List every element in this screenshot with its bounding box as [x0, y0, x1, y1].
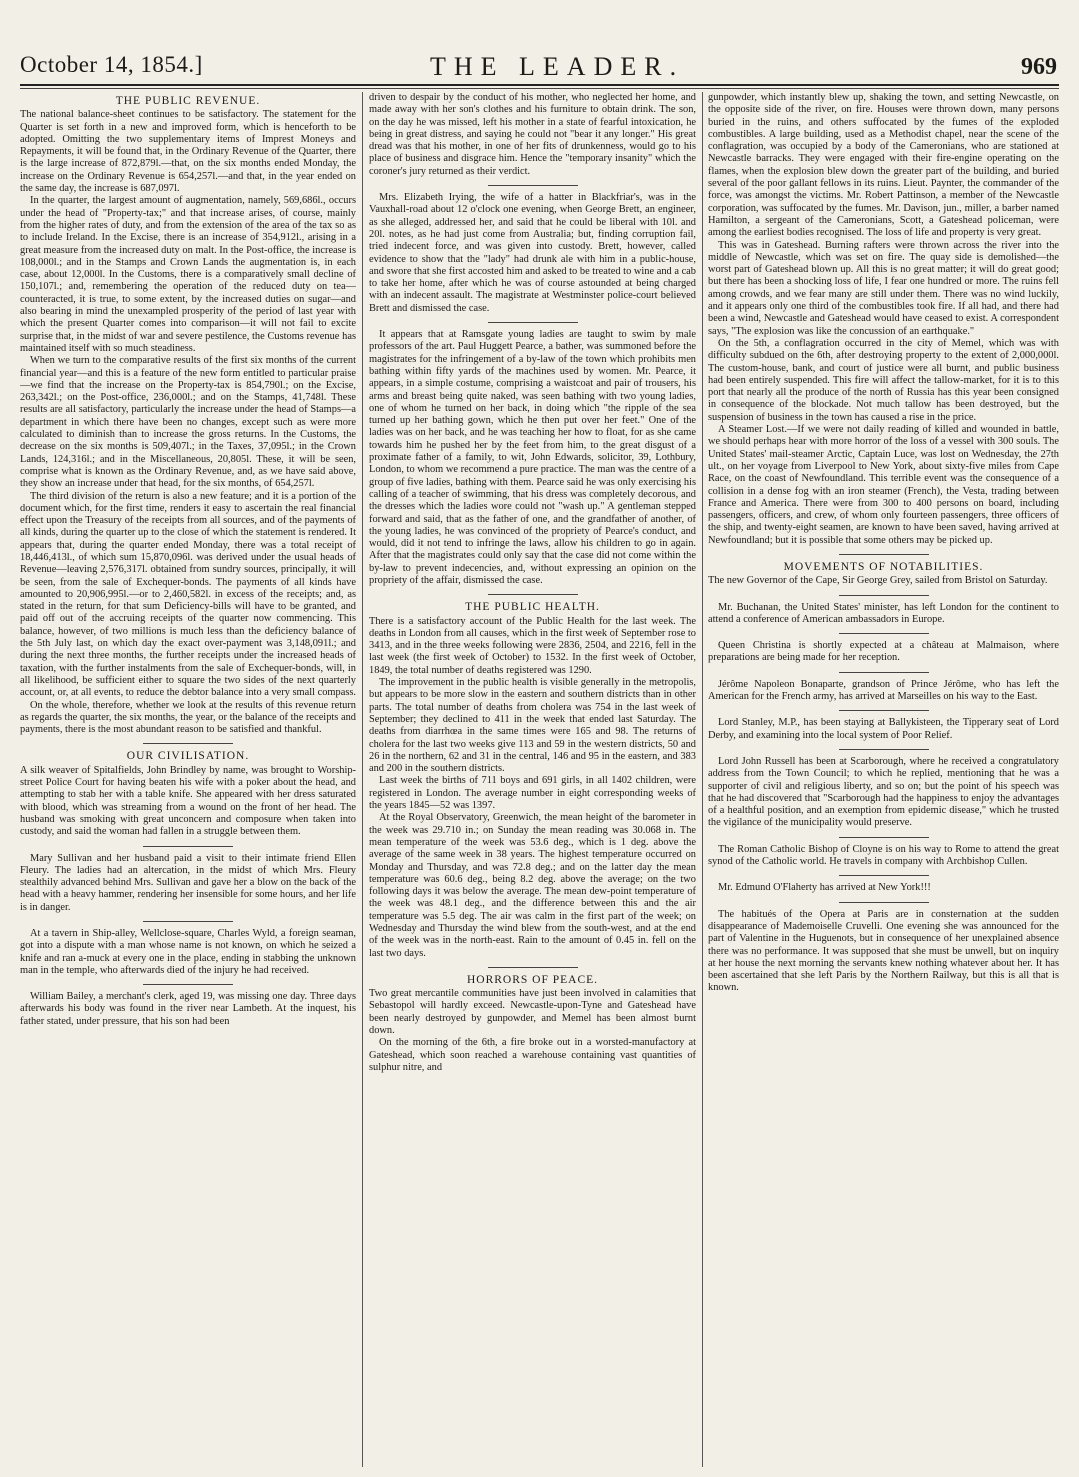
- article-horrors-of-peace: [369, 988, 696, 1074]
- paragraph: Jérôme Napoleon Bonaparte, grandson of Prince Jérôme, who has left the American for the French army, has arrived at Marseilles on his way to the East.: [708, 678, 1059, 703]
- item-separator: [839, 902, 929, 903]
- section-heading-horrors-of-peace: HORRORS OF PEACE.: [466, 973, 599, 986]
- issue-date: October 14, 1854.]: [20, 52, 203, 77]
- paragraph: A Steamer Lost.—If we were not daily reading of killed and wounded in battle, we should perhaps hear with more horror of the loss of a vessel with 300 souls. The United States' mail-steamer Arctic, Captain Luce, was lost on Wednesday, the 27th ult., on her voyage from Liverpool to New York, about sixty-five miles from Cape Race, on the coast of Newfoundland. This terrible event was the consequence of a collision in a dense fog with an iron steamer (French), the Vesta, trading between France and America. There were from 300 to 400 persons on board, including passengers, officers, and crew, of whom only fourteen passengers, three officers of the ship, and twenty-eight seamen, are known to have been saved, having arrived at Newfoundland; but it is possible that some others may be picked up.: [708, 424, 1059, 546]
- item-separator: [839, 633, 929, 634]
- section-separator: [839, 554, 929, 555]
- item-separator: [488, 185, 578, 186]
- paragraph: Mary Sullivan and her husband paid a visit to their intimate friend Ellen Fleury. The ladies had an altercation, in the midst of which Mrs. Fleury stealthily advanced behind Mrs. Sullivan and gave her a blow on the back of the head with a heavy hammer, rendering her insensible for some hours, and her life is in danger.: [20, 852, 356, 913]
- paragraph: Mr. Buchanan, the United States' minister, has left London for the continent to attend a conference of American ambassadors in Europe.: [708, 601, 1059, 625]
- column-3: [708, 92, 1059, 1467]
- paragraph: Mrs. Elizabeth Irying, the wife of a hatter in Blackfriar's, was in the Vauxhall-road about 12 o'clock one evening, when George Brett, an engineer, as she alleged, addressed her, and said that he could be liberal with 10l. and 20l. notes, as he had just come from Australia; but, finding corruption fail, tried indecent force, and was given into custody. Brett, however, called evidence to show that the "lady" had drunk ale with him in a public-house, and swore that she first accosted him and asked to be treated to wine and a cab to take her home, after which he was of course astounded at being charged with an indecent assault. The magistrate at Westminster police-court believed Brett and dismissed the case.: [369, 192, 696, 314]
- paragraph: Last week the births of 711 boys and 691 girls, in all 1402 children, were registered in London. The average number in eight corresponding weeks of the years 1845—52 was 1397.: [369, 775, 696, 812]
- section-separator: [488, 967, 578, 968]
- item-separator: [839, 749, 929, 750]
- paragraph: On the morning of the 6th, a fire broke out in a worsted-manufactory at Gateshead, which soon reached a warehouse containing vast quantities of sulphur nitre, and: [369, 1037, 696, 1073]
- item-separator: [839, 672, 929, 673]
- paragraph: Lord Stanley, M.P., has been staying at Ballykisteen, the Tipperary seat of Lord Derby, and examining into the local system of Poor Relief.: [708, 717, 1059, 741]
- paragraph: The Roman Catholic Bishop of Cloyne is on his way to Rome to attend the great synod of the Catholic world. He travels in company with Archbishop Cullen.: [708, 843, 1059, 868]
- paragraph: driven to despair by the conduct of his mother, who neglected her home, and made away with her son's clothes and his furniture to obtain drink. The son, on the day he was missed, left his mother in a state of fearful intoxication, he being in great distress, and saying he could not "bear it any longer." His great dread was that his mother, in one of her fits of drunkenness, would go to his place of business and disgrace him. Hence the "temporary insanity" which the coroner's jury returned as their verdict.: [369, 92, 696, 177]
- item-separator: [839, 875, 929, 876]
- paragraph: Two great mercantile communities have just been involved in calamities that Sebastopol will hardly exceed. Newcastle-upon-Tyne and Gateshead have been nearly destroyed by gunpowder, and Memel has been almost burnt down.: [369, 988, 696, 1037]
- paragraph: At a tavern in Ship-alley, Wellclose-square, Charles Wyld, a foreign seaman, got into a dispute with a man whose name is not known, on which he seized a knife and ran a-muck at every one in the place, ending in stabbing the unknown man in the temple, who afterwards died of the injury he had received.: [20, 928, 356, 976]
- section-separator: [143, 743, 233, 744]
- item-separator: [143, 921, 233, 922]
- paragraph: The third division of the return is also a new feature; and it is a portion of the document which, for the first time, renders it easy to ascertain the real financial effect upon the Treasury of the receipts from all sources, and of the payments of all kinds, during the quarter up to the close of which the statement is rendered. It appears that, during the quarter ended Monday, there was a total receipt of 18,446,413l., of which sum 15,870,096l. was derived under the usual heads of Revenue—leaving 2,576,317l. obtained from sundry sources, principally, it will be seen, from the sale of Exchequer-bonds. The payments of all kinds have amounted to 20,906,995l.—or to 2,460,582l. in excess of the receipts; and, as stated in the return, for that sum Deficiency-bills will have to be granted, and paid off out of the accruing receipts of the quarter now commencing. This balance, however, of two millions is much less than the deficiency balance of the 5th July last, on which day the exact over-payment was 3,148,091l.; and during the next three months, the further receipts under the increased heads of taxation, with the further instalments from the sale of Exchequer-bonds, will, in all likelihood, be sufficient either to square the two sides of the next quarterly account, or, at all events, to reduce the debtor balance into a very small compass.: [20, 490, 356, 699]
- paragraph: It appears that at Ramsgate young ladies are taught to swim by male professors of the art. Paul Huggett Pearce, a bather, was summoned before the magistrates for the infringement of a by-law of the town which prohibits men bathing within fifty yards of the machines used by women. Mr. Pearce, it appears, in a simple costume, comprising a waistcoat and pair of trousers, his arms and breast being quite naked, was seen bathing with two young ladies, one of whom he turned on her back, in doing which "the ripple of the sea turned up her bathing gown, which he then put over her feet." One of the ladies was on her back, and he was teaching her how to float, for as she came towards him he pushed her by the feet from him, to the great disgust of a proximate father of a family, to wit, John Edwards, solicitor, 39, Lothbury, London, to whom we recommend a pure practice. The man was the centre of a group of five ladies, bathing with them. Pearce said he was only exercising his calling of a teacher of swimming, that his dress was completely decorous, and the dresses which the ladies wore could not "wash up." A gentleman stepped forward and said, that as the father of one, and the grandfather of another, of the young ladies, he was convinced of the propriety of Pearce's conduct, and would, did it not tend to infringe the laws, allow his children to go in again. After that the magistrates could only say that the case did not come within the by-law to prevent indecencies, and, without expressing an opinion on the propriety of the affair, dismissed the case.: [369, 329, 696, 586]
- paragraph: Lord John Russell has been at Scarborough, where he received a congratulatory address from the Town Council; to which he replied, mentioning that he was a supporter of civil and religious liberty, and so on; but the point of his speech was that he had discovered that "Scarborough had the happiness to enjoy the advantages of a healthful position, and an exemption from epidemic disease," which he trusted the vigilance of the municipality would preserve.: [708, 755, 1059, 829]
- paragraph: William Bailey, a merchant's clerk, aged 19, was missing one day. Three days afterwards his body was found in the river near Lambeth. At the inquest, his father stated, under pressure, that his son had been: [20, 991, 356, 1027]
- article-public-health: [369, 616, 696, 960]
- page-number: 969: [1021, 54, 1057, 80]
- item-separator: [839, 595, 929, 596]
- section-heading-public-health: THE PUBLIC HEALTH.: [465, 601, 600, 614]
- section-heading-movements-of-notabilities: MOVEMENTS OF NOTABILITIES.: [783, 560, 984, 573]
- section-heading-public-revenue: THE PUBLIC REVENUE.: [115, 95, 261, 107]
- paragraph: The national balance-sheet continues to be satisfactory. The statement for the Quarter is set forth in a new and improved form, which is henceforth to be adopted. Omitting the two supplementary items of Imprest Moneys and Repayments, it will be found that, in the Ordinary Revenue of the Quarter, there is the large increase of 872,879l.—that, on the six months ended Monday, the increase on the Ordinary Revenue is 654,257l.—and that, in the year ended on the same day, the increase is 687,097l.: [20, 109, 356, 195]
- paragraph: On the 5th, a conflagration occurred in the city of Memel, which was with difficulty subdued on the 6th, after destroying property to the extent of 2,000,000l. The custom-house, bank, and court of justice were all burnt, and public business had been entirely suspended. This fire will affect the tallow-market, for it is to this port that nearly all the produce of the north of Russia has this year been consigned in consequence of the blockade. Not much tallow has been destroyed, but the suspension of business in the town has caused a rise in the price.: [708, 337, 1059, 423]
- article-movements: [708, 575, 1059, 994]
- item-separator: [143, 984, 233, 985]
- column-divider: [702, 92, 703, 1467]
- paragraph: gunpowder, which instantly blew up, shaking the town, and setting Newcastle, on the opposite side of the river, on fire. Houses were thrown down, many persons buried in the ruins, and others suffocated by the fumes of the exploded combustibles. A large building, used as a Methodist chapel, near the scene of the conflagration, was occupied by a body of the Cameronians, who are stationed at Newcastle barracks. They were engaged with their fire-engine operating on the flames, when the explosion blew down the greater part of the building, and buried several of the poor gallant fellows in its ruins. Lieut. Paynter, the commander of the force, was amongst the victims. Mr. Robert Pattinson, a member of the Newcastle corporation, was suffocated by the fumes. Mr. Davison, jun., miller, a barber named Hamilton, a sergeant of the Cameronians, Scott, a Gateshead policeman, were among the earliest bodies recognised. The loss of life and property is very great.: [708, 92, 1059, 239]
- paragraph: The new Governor of the Cape, Sir George Grey, sailed from Bristol on Saturday.: [708, 575, 1048, 587]
- masthead-rule-thin: [20, 88, 1059, 89]
- article-our-civilisation: [20, 765, 356, 1028]
- paragraph: Queen Christina is shortly expected at a château at Malmaison, where preparations are being made for her reception.: [708, 640, 1059, 664]
- article-public-revenue: [20, 109, 356, 736]
- item-separator: [839, 710, 929, 711]
- item-separator: [488, 322, 578, 323]
- paragraph: Mr. Edmund O'Flaherty has arrived at New York!!!: [718, 882, 931, 894]
- masthead-rule: [20, 84, 1059, 86]
- paragraph: The improvement in the public health is visible generally in the metropolis, but appears to be more slow in the eastern and southern districts than in other parts. The total number of deaths from cholera was 754 in the last week of September; they declined to 411 in the week that ended last Saturday. The deaths from diarrhœa in the same times were 165 and 98. The returns of cholera for the last two weeks give 113 and 59 in the western districts, 50 and 26 in the northern, 62 and 31 in the central, 146 and 95 in the eastern, and 383 and 200 in the southern districts.: [369, 677, 696, 775]
- masthead: [20, 52, 1059, 84]
- paragraph: At the Royal Observatory, Greenwich, the mean height of the barometer in the week was 29.710 in.; on Sunday the mean reading was 30.068 in. The mean temperature of the week was 53.6 deg., which is 1 deg. above the average of the same week in 38 years. The highest temperature occurred on Monday and Thursday, and was 72.8 deg.; and on the latter day the mean temperature was 60.6 deg., being 8.2 deg. above the average; on the two following days it was below the average. The mean dew-point temperature of the week was 48.1 deg., and the difference between this and the air temperature was 5.5 deg. The air was calm in the first part of the week; on Wednesday and Thursday the wind blew from the south-west, and at the end of the week was in the north-east. Rain to the amount of 0.45 in. fell on the last two days.: [369, 812, 696, 959]
- paragraph: This was in Gateshead. Burning rafters were thrown across the river into the middle of Newcastle, which was set on fire. The quay side is demolished—the worst part of Gateshead blown up. All this is no great matter; it will do great good; but there has been a shocking loss of life, I fear one hundred or more. The ruins fell among crowds, and we fear many are still under them. There was no wind luckily, and it appears only one third of the combustibles took fire. If all had, and there had been a wind, Newcastle and Gateshead would have ceased to exist. A correspondent says, "The explosion was like the concussion of an earthquake.": [708, 239, 1059, 337]
- column-1: [20, 92, 356, 1467]
- paragraph: There is a satisfactory account of the Public Health for the last week. The deaths in London from all causes, which in the first week of September rose to 3413, and in the three weeks following were 2836, 2504, and 2216, fell in the last week (the first week of October) to 1532. In the first week of October, 1849, the total number of deaths registered was 1290.: [369, 615, 696, 676]
- item-separator: [839, 837, 929, 838]
- section-heading-our-civilisation: OUR CIVILISATION.: [126, 750, 250, 763]
- column-2: [369, 92, 696, 1467]
- newspaper-title: THE LEADER.: [430, 52, 685, 81]
- paragraph: A silk weaver of Spitalfields, John Brindley by name, was brought to Worship-street Police Court for having beaten his wife with a poker about the head, and attempting to stab her with a table knife. She appeared with her dress saturated with blood, which was streaming from a wound on the front of her head. The husband was smoking with great unconcern and composure when taken into custody, and said the woman had fallen in a struggle between them.: [20, 764, 356, 838]
- paragraph: When we turn to the comparative results of the first six months of the current financial year—and this is a feature of the new form entitled to particular praise—we find that the increase on the Property-tax is 854,790l.; on the Excise, 263,342l.; on the Post-office, 236,000l.; and on the Stamps, 41,748l. These results are all satisfactory, particularly the increase under the head of Stamps—a department in which there have been no changes, except such as were more calculated to diminish than to increase the gross returns. In the Customs, the decrease on the six months is 509,407l.; in the Taxes, 37,095l.; in the Crown Lands, 124,316l.; and in the Miscellaneous, 20,805l. These, it will be seen, comprise what is known as the Ordinary Revenue, and, as we have said above, they show an increase under that head, for the six months, of 654,257l.: [20, 355, 356, 490]
- paragraph: The habitués of the Opera at Paris are in consternation at the sudden disappearance of Mademoiselle Cruvelli. One evening she was announced for the part of Valentine in the Huguenots, but in consequence of her unexplained absence there was no performance. It was supposed that she must be unwell, but on inquiry at her house the next morning the servants knew nothing whatever about her. It has been ascertained that she left Paris by the Northern Railway, but this is all that is known.: [708, 908, 1059, 994]
- item-separator: [143, 846, 233, 847]
- paragraph: On the whole, therefore, whether we look at the results of this revenue return as regards the quarter, the six months, the year, or the balance of the receipts and payments, there is the most abundant reason to be satisfied and thankful.: [20, 699, 356, 736]
- paragraph: In the quarter, the largest amount of augmentation, namely, 569,686l., occurs under the head of "Property-tax;" and that increase arises, of course, mainly from the higher rates of duty, and from the extension of the area of the tax so as to include Ireland. In the Excise, there is an increase of 354,912l., arising in a great measure from the increased duty on malt. In the Post-office, the increase is 108,000l.; and in the Stamps and Crown Lands the augmentation is, in each case, about 12,000l. In the Customs, there is a comparatively small decline of 150,107l.; and, remembering the operation of the reduced duty on tea—counteracted, it is true, to some extent, by the increased duties on sugar—and also bearing in mind the unexampled prosperity of the period of last year with which the present Quarter comes into comparison—it will not fail to excite surprise that, in the midst of war and severe pestilence, the Customs revenue has maintained itself with so much steadiness.: [20, 195, 356, 354]
- section-separator: [488, 594, 578, 595]
- column-divider: [362, 92, 363, 1467]
